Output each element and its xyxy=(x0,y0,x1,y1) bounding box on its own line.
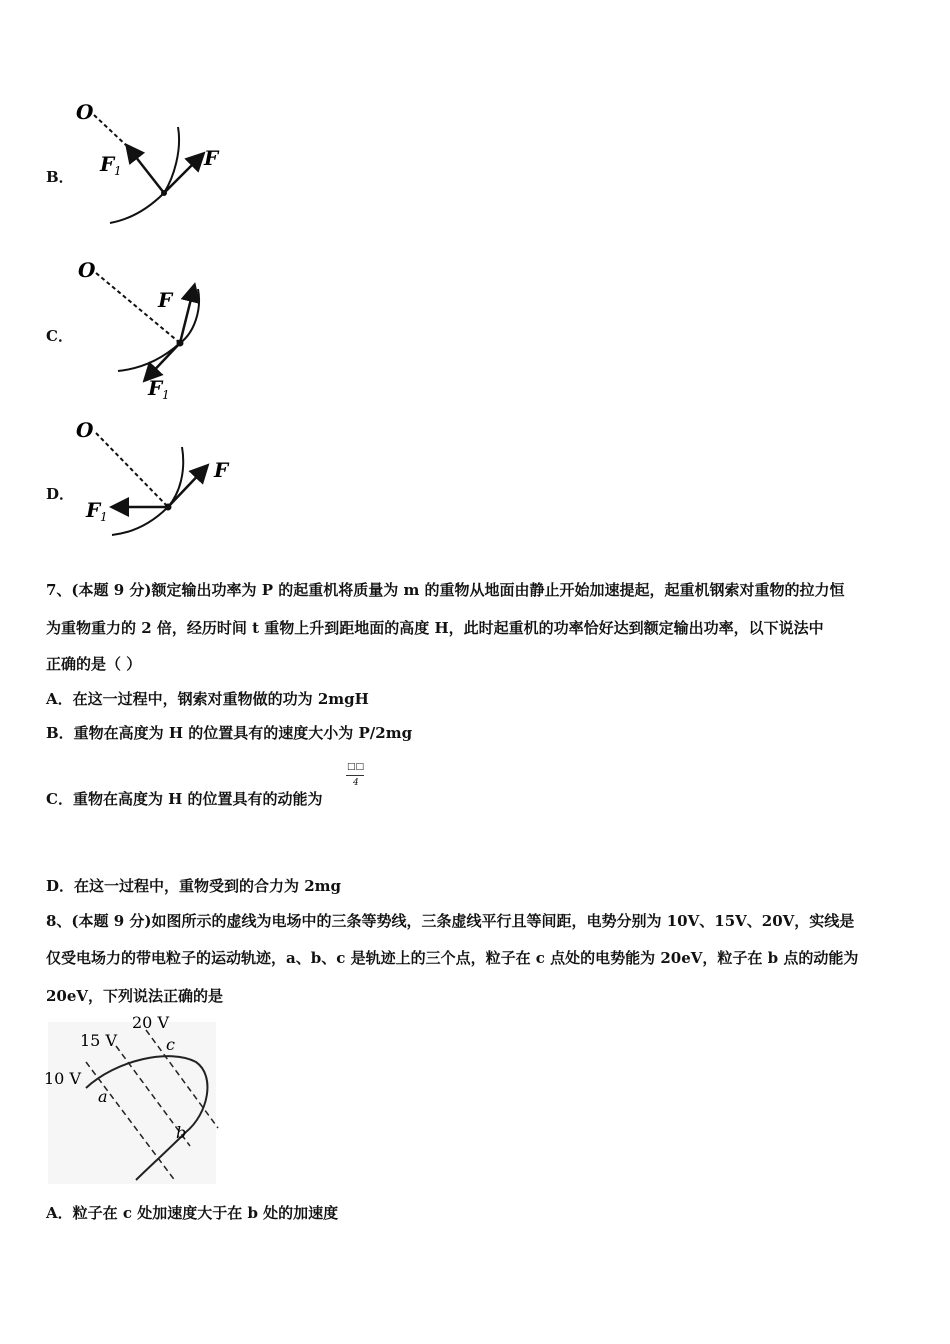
option-b-label: B． xyxy=(46,168,74,186)
force-f-arrow xyxy=(180,287,194,343)
q7-stem-line-1: 7、(本题 9 分)额定输出功率为 P 的起重机将质量为 m 的重物从地面由静止开始加速提起，起重机钢索对重物的拉力恒 xyxy=(46,581,845,599)
q8-stem-line-1: 8、(本题 9 分)如图所示的虚线为电场中的三条等势线，三条虚线平行且等间距，电势分别为 10V、15V、20V，实线是 xyxy=(46,912,855,930)
force-f1-arrow xyxy=(146,343,180,379)
point-o-label: O xyxy=(76,418,94,442)
q8-option-a: A．粒子在 c 处加速度大于在 b 处的加速度 xyxy=(46,1204,339,1222)
label-10v: 10 V xyxy=(44,1069,81,1088)
q7-option-c: C．重物在高度为 H 的位置具有的动能为 xyxy=(46,790,323,808)
force-f1-subscript: 1 xyxy=(162,388,170,402)
q7-option-b: B．重物在高度为 H 的位置具有的速度大小为 P/2mg xyxy=(46,724,413,742)
q8-equipotential-figure xyxy=(40,1010,225,1188)
q7-stem-line-3: 正确的是（ ） xyxy=(46,655,142,673)
force-f1-label: F xyxy=(100,152,115,176)
force-f-label: F xyxy=(158,288,173,312)
point-o-label: O xyxy=(78,258,96,282)
q7-option-c-fraction-num: □□ xyxy=(347,762,365,772)
force-f-arrow xyxy=(168,467,206,507)
particle-point xyxy=(165,504,172,511)
label-20v: 20 V xyxy=(132,1013,169,1032)
point-a-label: a xyxy=(98,1087,108,1106)
force-f1-subscript: 1 xyxy=(114,164,122,178)
force-f1-label: F xyxy=(86,498,101,522)
figure-background xyxy=(48,1022,216,1184)
q7-option-c-fraction-den: 4 xyxy=(353,778,359,788)
point-o-label: O xyxy=(76,100,94,124)
point-c-label: c xyxy=(166,1035,175,1054)
q7-option-a: A．在这一过程中，钢索对重物做的功为 2mgH xyxy=(46,690,369,708)
force-f1-arrow xyxy=(128,147,164,193)
point-b-label: b xyxy=(176,1123,187,1142)
q8-stem-line-2: 仅受电场力的带电粒子的运动轨迹，a、b、c 是轨迹上的三个点，粒子在 c 点处的电势能为 20eV，粒子在 b 点的动能为 xyxy=(46,949,859,967)
force-f-label: F xyxy=(204,146,219,170)
option-c-figure xyxy=(70,255,240,405)
force-f-arrow xyxy=(164,155,202,193)
force-f1-label: F xyxy=(148,376,163,400)
option-b-figure xyxy=(70,95,240,235)
particle-point xyxy=(161,190,167,196)
option-d-label: D． xyxy=(46,485,75,503)
dashed-radius xyxy=(94,115,128,147)
force-f-label: F xyxy=(214,458,229,482)
dashed-radius xyxy=(96,433,168,507)
q8-stem-line-3: 20eV，下列说法正确的是 xyxy=(46,987,224,1005)
particle-point xyxy=(177,340,184,347)
q7-option-d: D．在这一过程中，重物受到的合力为 2mg xyxy=(46,877,342,895)
q7-stem-line-2: 为重物重力的 2 倍，经历时间 t 重物上升到距地面的高度 H，此时起重机的功率恰好达到额定输出功率，以下说法中 xyxy=(46,619,824,637)
label-15v: 15 V xyxy=(80,1031,117,1050)
force-f1-subscript: 1 xyxy=(100,510,108,524)
option-c-label: C． xyxy=(46,327,73,345)
option-d-figure xyxy=(70,415,250,545)
q7-option-c-fraction-bar xyxy=(346,775,364,776)
